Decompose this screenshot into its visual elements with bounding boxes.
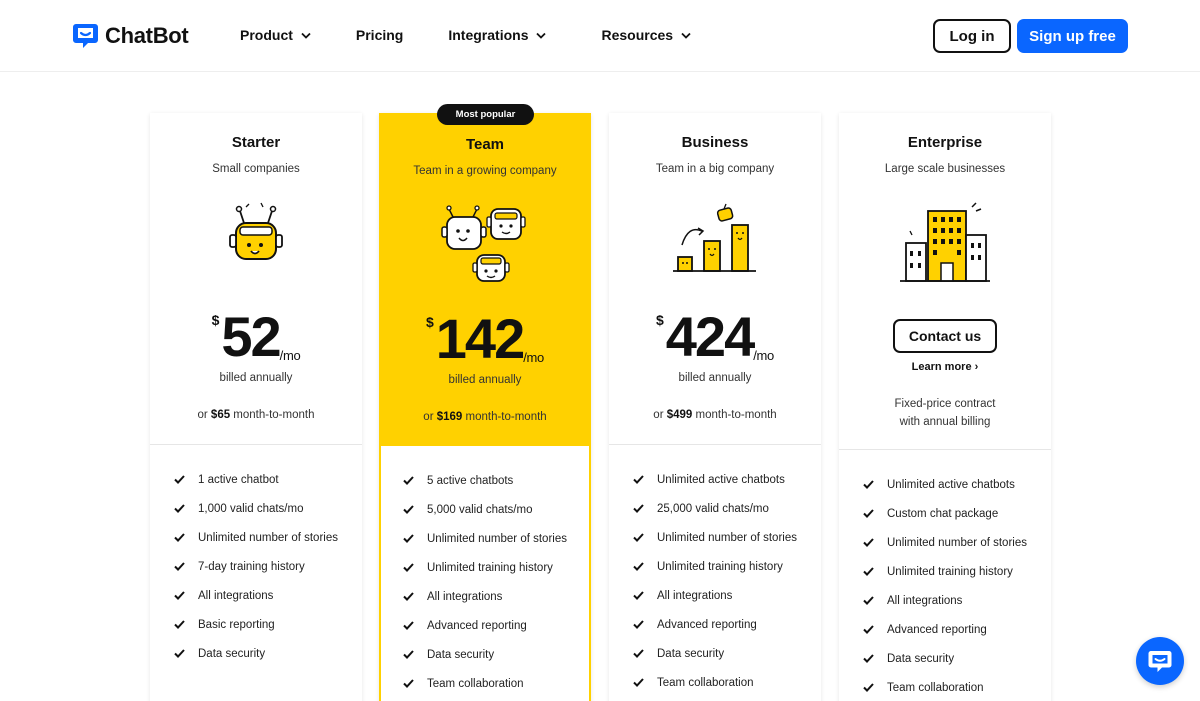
check-icon	[403, 534, 419, 543]
check-icon	[633, 504, 649, 513]
feature-item	[174, 523, 362, 552]
plan-name: Starter	[231, 134, 281, 151]
plan-subtitle: Large scale businesses	[884, 163, 1006, 175]
feature-list	[381, 446, 589, 698]
plan-card-team	[379, 113, 591, 701]
feature-text: Advanced reporting	[427, 619, 527, 632]
check-icon	[863, 596, 879, 605]
plan-card-business	[609, 113, 821, 701]
feature-text: Data security	[657, 647, 725, 660]
feature-text: Team collaboration	[657, 676, 754, 689]
plan-price	[150, 305, 362, 368]
feature-item	[863, 557, 1051, 586]
plan-price	[381, 307, 589, 370]
check-icon	[633, 562, 649, 571]
monthly-price	[609, 409, 821, 421]
nav-pricing[interactable]	[356, 27, 403, 43]
feature-text: Unlimited active chatbots	[887, 478, 1015, 491]
price-amount: 424	[665, 305, 754, 368]
nav-product-label: Product	[240, 27, 293, 43]
feature-item	[863, 644, 1051, 673]
feature-text: 5,000 valid chats/mo	[427, 503, 533, 516]
check-icon	[174, 475, 190, 484]
check-icon	[863, 480, 879, 489]
plan-price	[609, 305, 821, 368]
feature-text: Team collaboration	[887, 681, 984, 694]
feature-list	[839, 450, 1051, 701]
check-icon	[633, 620, 649, 629]
fixed-price-line-2: with annual billing	[899, 416, 991, 428]
plan-card-enterprise	[839, 113, 1051, 701]
feature-text: Data security	[427, 648, 495, 661]
feature-text: Advanced reporting	[657, 618, 757, 631]
check-icon	[633, 649, 649, 658]
feature-item	[633, 494, 821, 523]
chat-bubble-icon	[72, 22, 99, 49]
signup-button[interactable]: Sign up free	[1017, 19, 1128, 53]
buildings-illustration	[898, 201, 992, 285]
feature-item	[633, 668, 821, 697]
check-icon	[403, 679, 419, 688]
feature-item	[863, 470, 1051, 499]
feature-text: All integrations	[657, 589, 733, 602]
check-icon	[403, 592, 419, 601]
monthly-prefix: or	[653, 409, 667, 421]
check-icon	[174, 591, 190, 600]
check-icon	[403, 621, 419, 630]
feature-text: 1,000 valid chats/mo	[198, 502, 304, 515]
feature-item	[863, 499, 1051, 528]
nav-pricing-label: Pricing	[355, 27, 404, 43]
nav-product[interactable]	[240, 27, 311, 43]
chevron-down-icon	[301, 32, 311, 39]
price-amount: 52	[221, 305, 280, 368]
feature-text: Team collaboration	[427, 677, 524, 690]
monthly-price-value: $169	[436, 411, 463, 423]
check-icon	[863, 683, 879, 692]
feature-item	[403, 524, 589, 553]
feature-text: 7-day training history	[198, 560, 305, 573]
monthly-price	[381, 411, 589, 423]
feature-item	[863, 586, 1051, 615]
check-icon	[174, 533, 190, 542]
feature-item	[403, 495, 589, 524]
monthly-suffix: month-to-month	[462, 411, 547, 423]
feature-list	[150, 445, 362, 668]
feature-item	[174, 639, 362, 668]
single-robot-illustration	[216, 201, 296, 281]
check-icon	[403, 563, 419, 572]
plan-card-starter	[150, 113, 362, 701]
feature-item	[633, 552, 821, 581]
nav-integrations[interactable]	[448, 27, 546, 43]
robot-team-illustration	[439, 205, 531, 285]
login-button[interactable]: Log in	[933, 19, 1011, 53]
feature-text: Unlimited training history	[427, 561, 553, 574]
feature-item	[403, 582, 589, 611]
price-currency: $	[655, 312, 664, 328]
nav-resources-label: Resources	[601, 27, 674, 43]
plan-header	[150, 113, 362, 445]
feature-text: Unlimited number of stories	[657, 531, 797, 544]
feature-item	[633, 465, 821, 494]
chevron-down-icon	[681, 32, 691, 39]
feature-item	[174, 610, 362, 639]
fixed-price-line-1: Fixed-price contract	[894, 398, 996, 410]
feature-text: Unlimited training history	[657, 560, 783, 573]
feature-text: Data security	[887, 652, 955, 665]
plan-name: Enterprise	[907, 134, 983, 151]
feature-text: Basic reporting	[198, 618, 275, 631]
price-currency: $	[425, 314, 434, 330]
learn-more-link[interactable]: Learn more ›	[911, 361, 979, 373]
check-icon	[863, 567, 879, 576]
price-period: /mo	[279, 348, 301, 363]
check-icon	[633, 591, 649, 600]
feature-text: All integrations	[887, 594, 963, 607]
check-icon	[863, 538, 879, 547]
feature-item	[633, 581, 821, 610]
growth-bars-illustration	[670, 201, 760, 281]
check-icon	[633, 475, 649, 484]
monthly-suffix: month-to-month	[692, 409, 777, 421]
main-nav	[240, 27, 691, 43]
logo-text: ChatBot	[105, 22, 189, 48]
monthly-suffix: month-to-month	[230, 409, 315, 421]
feature-item	[174, 494, 362, 523]
check-icon	[174, 562, 190, 571]
price-currency: $	[211, 312, 220, 328]
feature-text: Unlimited training history	[887, 565, 1013, 578]
plan-header	[381, 113, 589, 446]
check-icon	[403, 476, 419, 485]
top-header	[0, 0, 1200, 72]
feature-text: All integrations	[198, 589, 274, 602]
monthly-price	[150, 409, 362, 421]
feature-text: Unlimited active chatbots	[657, 473, 785, 486]
feature-item	[633, 639, 821, 668]
most-popular-badge: Most popular	[437, 104, 534, 125]
chat-bubble-icon	[1147, 648, 1173, 674]
fixed-price-note	[839, 395, 1051, 431]
feature-text: Unlimited number of stories	[887, 536, 1027, 549]
chevron-down-icon	[536, 32, 546, 39]
feature-text: 25,000 valid chats/mo	[657, 502, 769, 515]
plan-name: Team	[465, 136, 505, 153]
monthly-price-value: $499	[666, 409, 693, 421]
plan-header	[609, 113, 821, 445]
feature-text: Unlimited number of stories	[198, 531, 338, 544]
feature-text: Data security	[198, 647, 266, 660]
monthly-price-value: $65	[210, 409, 231, 421]
feature-item	[863, 673, 1051, 701]
feature-item	[403, 553, 589, 582]
feature-item	[403, 466, 589, 495]
feature-item	[174, 581, 362, 610]
feature-item	[403, 669, 589, 698]
feature-text: Custom chat package	[887, 507, 999, 520]
check-icon	[174, 649, 190, 658]
feature-item	[863, 528, 1051, 557]
check-icon	[633, 533, 649, 542]
nav-integrations-label: Integrations	[448, 27, 529, 43]
feature-item	[863, 615, 1051, 644]
nav-resources[interactable]	[601, 27, 691, 43]
feature-text: All integrations	[427, 590, 503, 603]
feature-text: Advanced reporting	[887, 623, 987, 636]
billing-note: billed annually	[219, 372, 293, 384]
chat-widget-button[interactable]	[1136, 637, 1184, 685]
feature-item	[174, 552, 362, 581]
check-icon	[863, 625, 879, 634]
feature-item	[403, 611, 589, 640]
plan-subtitle: Small companies	[212, 163, 300, 175]
contact-us-button[interactable]: Contact us	[893, 319, 997, 353]
feature-item	[174, 465, 362, 494]
price-period: /mo	[753, 348, 774, 363]
billing-note: billed annually	[448, 374, 522, 386]
plan-subtitle: Team in a growing company	[413, 165, 557, 177]
plan-header	[839, 113, 1051, 450]
feature-text: 1 active chatbot	[198, 473, 279, 486]
check-icon	[633, 678, 649, 687]
check-icon	[863, 509, 879, 518]
check-icon	[174, 504, 190, 513]
chatbot-logo[interactable]	[72, 22, 188, 49]
feature-text: Unlimited number of stories	[427, 532, 567, 545]
feature-list	[609, 445, 821, 697]
price-amount: 142	[435, 307, 524, 370]
check-icon	[403, 505, 419, 514]
plan-name: Business	[681, 134, 749, 151]
check-icon	[174, 620, 190, 629]
check-icon	[403, 650, 419, 659]
feature-item	[633, 610, 821, 639]
price-period: /mo	[523, 350, 544, 365]
plan-subtitle: Team in a big company	[655, 163, 775, 175]
monthly-prefix: or	[197, 409, 211, 421]
monthly-prefix: or	[423, 411, 437, 423]
feature-text: 5 active chatbots	[427, 474, 514, 487]
billing-note: billed annually	[678, 372, 752, 384]
check-icon	[863, 654, 879, 663]
feature-item	[403, 640, 589, 669]
feature-item	[633, 523, 821, 552]
